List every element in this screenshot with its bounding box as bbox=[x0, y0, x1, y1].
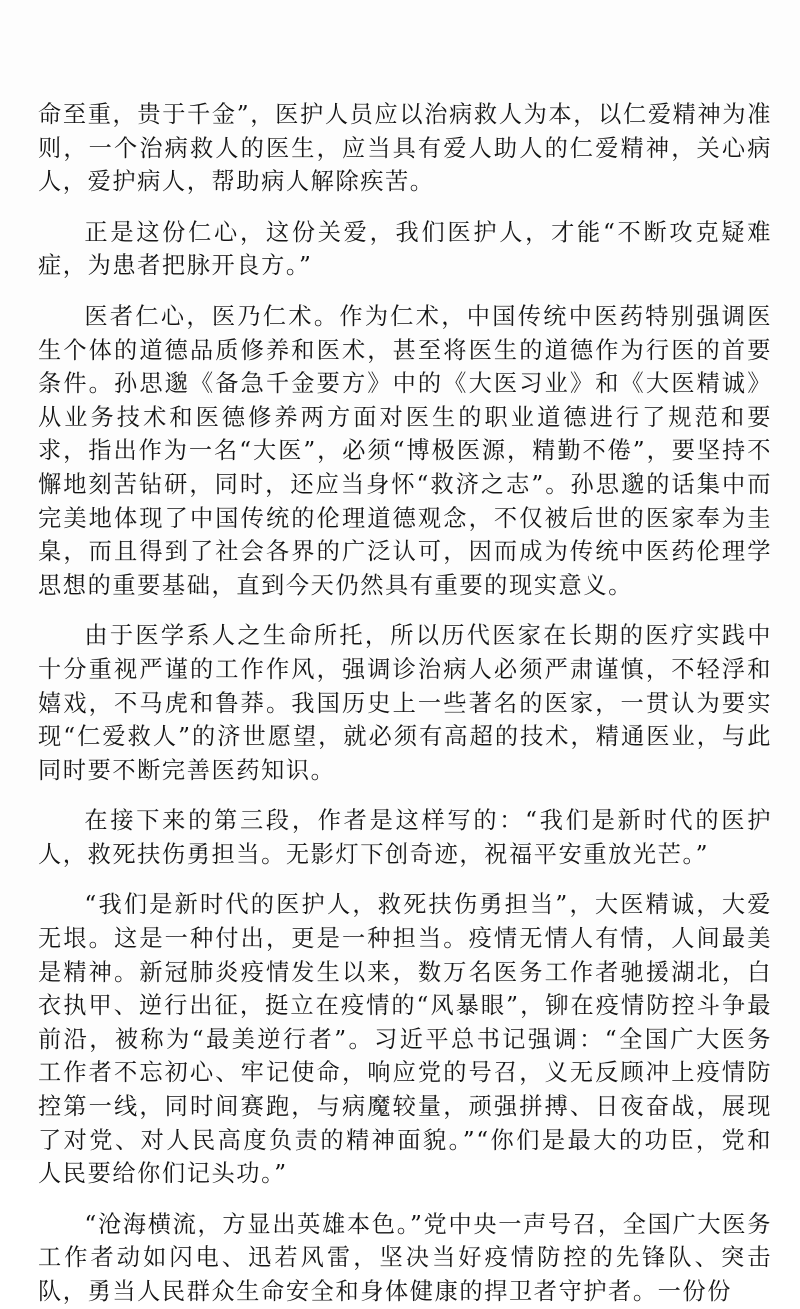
paragraph-5: 在接下来的第三段，作者是这样写的：“我们是新时代的医护人，救死扶伤勇担当。无影灯下创奇迹，祝福平安重放光芒。” bbox=[38, 807, 772, 868]
paragraph-1: 命至重，贵于千金”，医护人员应以治病救人为本，以仁爱精神为准则，一个治病救人的医生，应当具有爱人助人的仁爱精神，关心病人，爱护病人，帮助病人解除疾苦。 bbox=[38, 101, 772, 196]
paragraph-7: “沧海横流，方显出英雄本色。”党中央一声号召，全国广大医务工作者动如闪电、迅若风雷，坚决当好疫情防控的先锋队、突击队，勇当人民群众生命安全和身体健康的捍卫者守护者。一份份 bbox=[38, 1210, 772, 1305]
document-body bbox=[38, 98, 772, 1309]
paragraph-3: 医者仁心，医乃仁术。作为仁术，中国传统中医药特别强调医生个体的道德品质修养和医术，甚至将医生的道德作为行医的首要条件。孙思邈《备急千金要方》中的《大医习业》和《大医精诚》从业务技术和医德修养两方面对医生的职业道德进行了规范和要求，指出作为一名“大医”，必须“博极医源，精勤不倦”，要坚持不懈地刻苦钻研，同时，还应当身怀“救济之志”。孙思邈的话集中而完美地体现了中国传统的伦理道德观念，不仅被后世的医家奉为圭臬，而且得到了社会各界的广泛认可，因而成为传统中医药伦理学思想的重要基础，直到今天仍然具有重要的现实意义。 bbox=[38, 302, 772, 599]
paragraph-6: “我们是新时代的医护人，救死扶伤勇担当”，大医精诚，大爱无垠。这是一种付出，更是一种担当。疫情无情人有情，人间最美是精神。新冠肺炎疫情发生以来，数万名医务工作者驰援湖北，白衣执甲、逆行出征，挺立在疫情的“风暴眼”，铆在疫情防控斗争最前沿，被称为“最美逆行者”。习近平总书记强调：“全国广大医务工作者不忘初心、牢记使命，响应党的号召，义无反顾冲上疫情防控第一线，同时间赛跑，与病魔较量，顽强拼搏、日夜奋战，展现了对党、对人民高度负责的精神面貌。”“你们是最大的功臣，党和人民要给你们记头功。” bbox=[38, 891, 772, 1188]
paragraph-4: 由于医学系人之生命所托，所以历代医家在长期的医疗实践中十分重视严谨的工作作风，强调诊治病人必须严肃谨慎，不轻浮和嬉戏，不马虎和鲁莽。我国历史上一些著名的医家，一贯认为要实现“仁爱救人”的济世愿望，就必须有高超的技术，精通医业，与此同时要不断完善医药知识。 bbox=[38, 622, 772, 784]
paragraph-2: 正是这份仁心，这份关爱，我们医护人，才能“不断攻克疑难症，为患者把脉开良方。” bbox=[38, 218, 772, 280]
